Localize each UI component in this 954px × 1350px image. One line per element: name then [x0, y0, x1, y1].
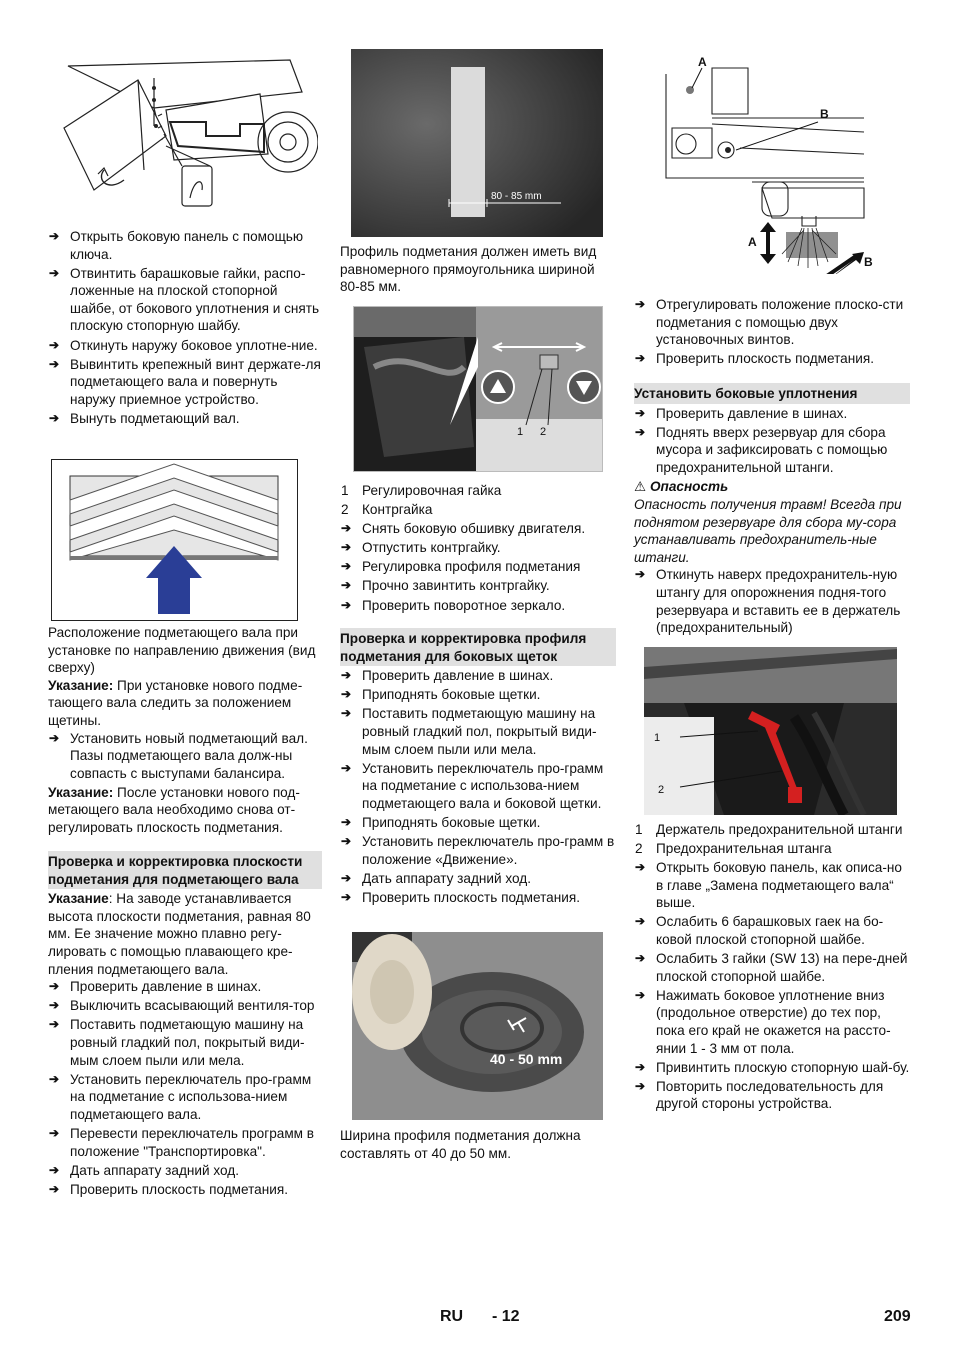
svg-text:1: 1	[517, 426, 524, 438]
list-item: ➔ Отрегулировать положение плоско-сти подметания с помощью двух установочных винтов.	[635, 297, 904, 348]
arrow-right-icon: ➔	[49, 265, 60, 280]
list-item: ➔ Нажимать боковое уплотнение вниз (продольное отверстие) до тех пор, пока его край не окажется на рассто-янии 1 - 3 мм от пола.	[635, 987, 891, 1056]
arrow-right-icon: ➔	[49, 1071, 60, 1086]
brush-orientation-diagram	[51, 459, 298, 621]
arrow-right-icon: ➔	[49, 1125, 60, 1140]
section-heading: Проверка и корректировка плоскости подметания для подметающего вала	[48, 851, 322, 889]
legend-item: 1 Регулировочная гайка	[341, 483, 502, 498]
list-item: ➔ Проверить давление в шинах.	[341, 668, 554, 684]
arrow-right-icon: ➔	[341, 578, 352, 593]
list-item: ➔ Дать аппарату задний ход.	[341, 870, 531, 886]
section-main-adjust	[340, 482, 616, 616]
floor-dust-photo	[351, 49, 603, 237]
caption-side-brush	[340, 1127, 616, 1162]
adjustment-screws-drawing	[652, 48, 880, 274]
arrow-right-icon: ➔	[49, 1017, 60, 1032]
list-item: ➔ Открыть боковую панель, как описа-но в главе „Замена подметающего вала“ выше.	[635, 860, 902, 911]
list-item: ➔ Откинуть наверх предохранитель-ную штангу для опорожнения подня-того резервуара и вставить ее в держатель (предохранительный)	[635, 567, 901, 636]
arrow-right-icon: ➔	[341, 521, 352, 536]
list-item: ➔ Откинуть наружу боковое уплотне-ние.	[49, 337, 318, 353]
arrow-right-icon: ➔	[49, 1162, 60, 1177]
list-item: ➔ Проверить плоскость подметания.	[49, 1181, 288, 1197]
list-item: ➔ Снять боковую обшивку двигателя.	[341, 521, 586, 537]
list-item: ➔ Ослабить 6 барашковых гаек на бо-ковой плоской стопорной шайбе.	[635, 914, 884, 948]
list-item: ➔ Установить переключатель про-грамм на подметание с использова-нием подметающего вала и боковой щетки.	[341, 760, 604, 811]
arrow-right-icon: ➔	[635, 860, 646, 875]
section-side-brush-check	[340, 628, 616, 908]
arrow-right-icon: ➔	[49, 730, 60, 745]
list-item: ➔ Проверить давление в шинах.	[635, 405, 848, 421]
note: Указание: После установки нового под-метающего вала необходимо снова от-регулировать плоскость подметания.	[48, 784, 300, 836]
list-item: ➔ Приподнять боковые щетки.	[341, 814, 541, 830]
arrow-right-icon: ➔	[49, 229, 60, 243]
engine-bay-photo	[354, 307, 602, 471]
svg-text:2: 2	[540, 426, 547, 438]
list-item: ➔ Поставить подметающую машину на ровный гладкий пол, покрытый види-мым слоем пыли или мела.	[49, 1017, 305, 1068]
figure-caption: Расположение подметающего вала при установке по направлению движения (вид сверху)	[48, 625, 316, 676]
list-item: ➔ Поднять вверх резервуар для сбора мусора и зафиксировать с помощью предохранительной штанги.	[635, 424, 888, 475]
arrow-right-icon: ➔	[341, 889, 352, 904]
arrow-right-icon: ➔	[341, 540, 352, 555]
arrow-right-icon: ➔	[635, 297, 646, 311]
caption-profile	[340, 243, 616, 296]
arrow-right-icon: ➔	[49, 1181, 60, 1196]
arrow-right-icon: ➔	[341, 706, 352, 721]
warning-icon: ⚠	[634, 479, 647, 495]
svg-text:A: A	[748, 235, 757, 249]
arrow-right-icon: ➔	[635, 1078, 646, 1093]
list-item: ➔ Выключить всасывающий вентиля-тор	[49, 998, 315, 1014]
list-item: ➔ Проверить плоскость подметания.	[635, 351, 874, 367]
danger-text: Опасность получения травм! Всегда при поднятом резервуаре для сбора му-сора устанавливать предохранитель-ные штанги.	[634, 497, 902, 565]
svg-text:B: B	[864, 255, 873, 269]
safety-rod-photo	[644, 647, 897, 815]
list-item: ➔ Открыть боковую панель с помощью ключа.	[49, 229, 304, 262]
sweep-profile-photo	[351, 49, 603, 237]
legend-item: 2 Контргайка	[341, 502, 433, 518]
arrow-right-icon: ➔	[635, 914, 646, 929]
list-item: ➔ Проверить давление в шинах.	[49, 979, 262, 995]
list-item: ➔ Установить переключатель про-грамм на подметание с использова-нием подметающего вала.	[49, 1071, 312, 1122]
svg-text:A: A	[698, 55, 707, 69]
steps-adjust-plane	[634, 296, 910, 369]
dimension-label: 40 - 50 mm	[490, 1051, 563, 1067]
arrow-right-icon: ➔	[341, 687, 352, 702]
list-item: ➔ Установить переключатель про-грамм в положение «Движение».	[341, 834, 615, 867]
arrow-right-icon: ➔	[635, 567, 646, 582]
section-roller-install	[48, 624, 322, 837]
dimension-label: 80 - 85 mm	[491, 191, 542, 202]
arrow-right-icon: ➔	[341, 814, 352, 829]
arrow-right-icon: ➔	[635, 351, 646, 366]
arrow-right-icon: ➔	[635, 424, 646, 439]
arrow-right-icon: ➔	[49, 979, 60, 994]
up-down-arrow-icon	[760, 222, 776, 264]
arrow-right-icon: ➔	[341, 559, 352, 574]
svg-text:2: 2	[658, 784, 665, 796]
arrow-right-icon: ➔	[341, 760, 352, 775]
legend-item: 1 Держатель предохранительной штанги	[635, 822, 903, 837]
side-brush-photo	[352, 932, 603, 1120]
list-item: ➔ Перевести переключатель программ в положение "Транспортировка".	[49, 1125, 315, 1159]
safety-rod-illustration	[644, 647, 897, 815]
list-item: ➔ Регулировка профиля подметания	[341, 559, 581, 575]
section-heading: Установить боковые уплотнения	[634, 383, 910, 404]
note: Указание: При установке нового подме-тающего вала следить за положением щетины.	[48, 677, 303, 728]
svg-text:1: 1	[654, 732, 661, 744]
arrow-right-icon: ➔	[635, 987, 646, 1002]
screws-illustration	[652, 48, 880, 274]
list-item: ➔ Привинтить плоскую стопорную шай-бу.	[635, 1059, 910, 1075]
danger-title: ⚠ Опасность	[634, 479, 729, 495]
figure-caption: Профиль подметания должен иметь вид равномерного прямоугольника шириной 80-85 мм.	[340, 244, 597, 295]
list-item: ➔ Отвинтить барашковые гайки, распо-ложенные на плоской стопорной шайбе, от бокового уплотнения и снять плоскую стопорную шайбу.	[49, 265, 320, 334]
section-side-seals	[634, 383, 910, 638]
arrow-right-icon: ➔	[49, 337, 60, 352]
chevron-roller-illustration	[52, 460, 297, 620]
footer-page-local: - 12	[492, 1308, 520, 1325]
list-item: ➔ Поставить подметающую машину на ровный гладкий пол, покрытый види-мым слоем пыли или мела.	[341, 706, 597, 757]
arrow-right-icon: ➔	[49, 998, 60, 1013]
list-item: ➔ Проверить плоскость подметания.	[341, 889, 580, 905]
list-item: ➔ Вынуть подметающий вал.	[49, 410, 240, 426]
list-item: ➔ Дать аппарату задний ход.	[49, 1162, 239, 1178]
section-seal-steps	[634, 821, 910, 1115]
side-panel-drawing	[54, 50, 318, 216]
arrow-right-icon: ➔	[49, 410, 60, 425]
section-heading: Проверка и корректировка профиля подметания для боковых щеток	[340, 628, 616, 666]
section-roller-check	[48, 851, 322, 1200]
side-panel-illustration	[54, 50, 318, 216]
list-item: ➔ Ослабить 3 гайки (SW 13) на пере-дней плоской стопорной шайбе.	[635, 951, 908, 984]
footer-language: RU	[440, 1308, 464, 1325]
adjustment-nut-photo	[353, 306, 603, 472]
arrow-right-icon: ➔	[341, 870, 352, 885]
list-item: ➔ Приподнять боковые щетки.	[341, 687, 541, 703]
arrow-right-icon: ➔	[635, 405, 646, 420]
arrow-right-icon: ➔	[635, 1059, 646, 1074]
arrow-right-icon: ➔	[635, 951, 646, 966]
arrow-right-icon: ➔	[341, 834, 352, 849]
list-item: ➔ Установить новый подметающий вал. Пазы подметающего вала долж-ны совпасть с выступами балансира.	[49, 730, 308, 781]
side-brush-profile-photo	[352, 932, 603, 1120]
figure-caption: Ширина профиля подметания должна составлять от 40 до 50 мм.	[340, 1128, 581, 1161]
arrow-right-icon: ➔	[341, 597, 352, 612]
svg-text:B: B	[820, 107, 829, 121]
note: Указание: На заводе устанавливается высота плоскости подметания, равная 80 мм. Ее значение можно плавно регу-лировать с помощью плавающего кре-пления подметающего вала.	[48, 891, 311, 977]
list-item: ➔ Повторить последовательность для другой стороны устройства.	[635, 1078, 884, 1112]
list-item: ➔ Вывинтить крепежный винт держате-ля подметающего вала и повернуть наружу приемное устройство.	[49, 356, 321, 407]
arrow-right-icon: ➔	[341, 668, 352, 683]
list-item: ➔ Прочно завинтить контргайку.	[341, 578, 550, 594]
footer-page-number: 209	[884, 1308, 911, 1325]
arrow-right-icon: ➔	[49, 356, 60, 371]
steps-removal	[48, 228, 322, 429]
list-item: ➔ Отпустить контргайку.	[341, 540, 501, 556]
legend-item: 2 Предохранительная штанга	[635, 841, 832, 857]
list-item: ➔ Проверить поворотное зеркало.	[341, 597, 566, 613]
